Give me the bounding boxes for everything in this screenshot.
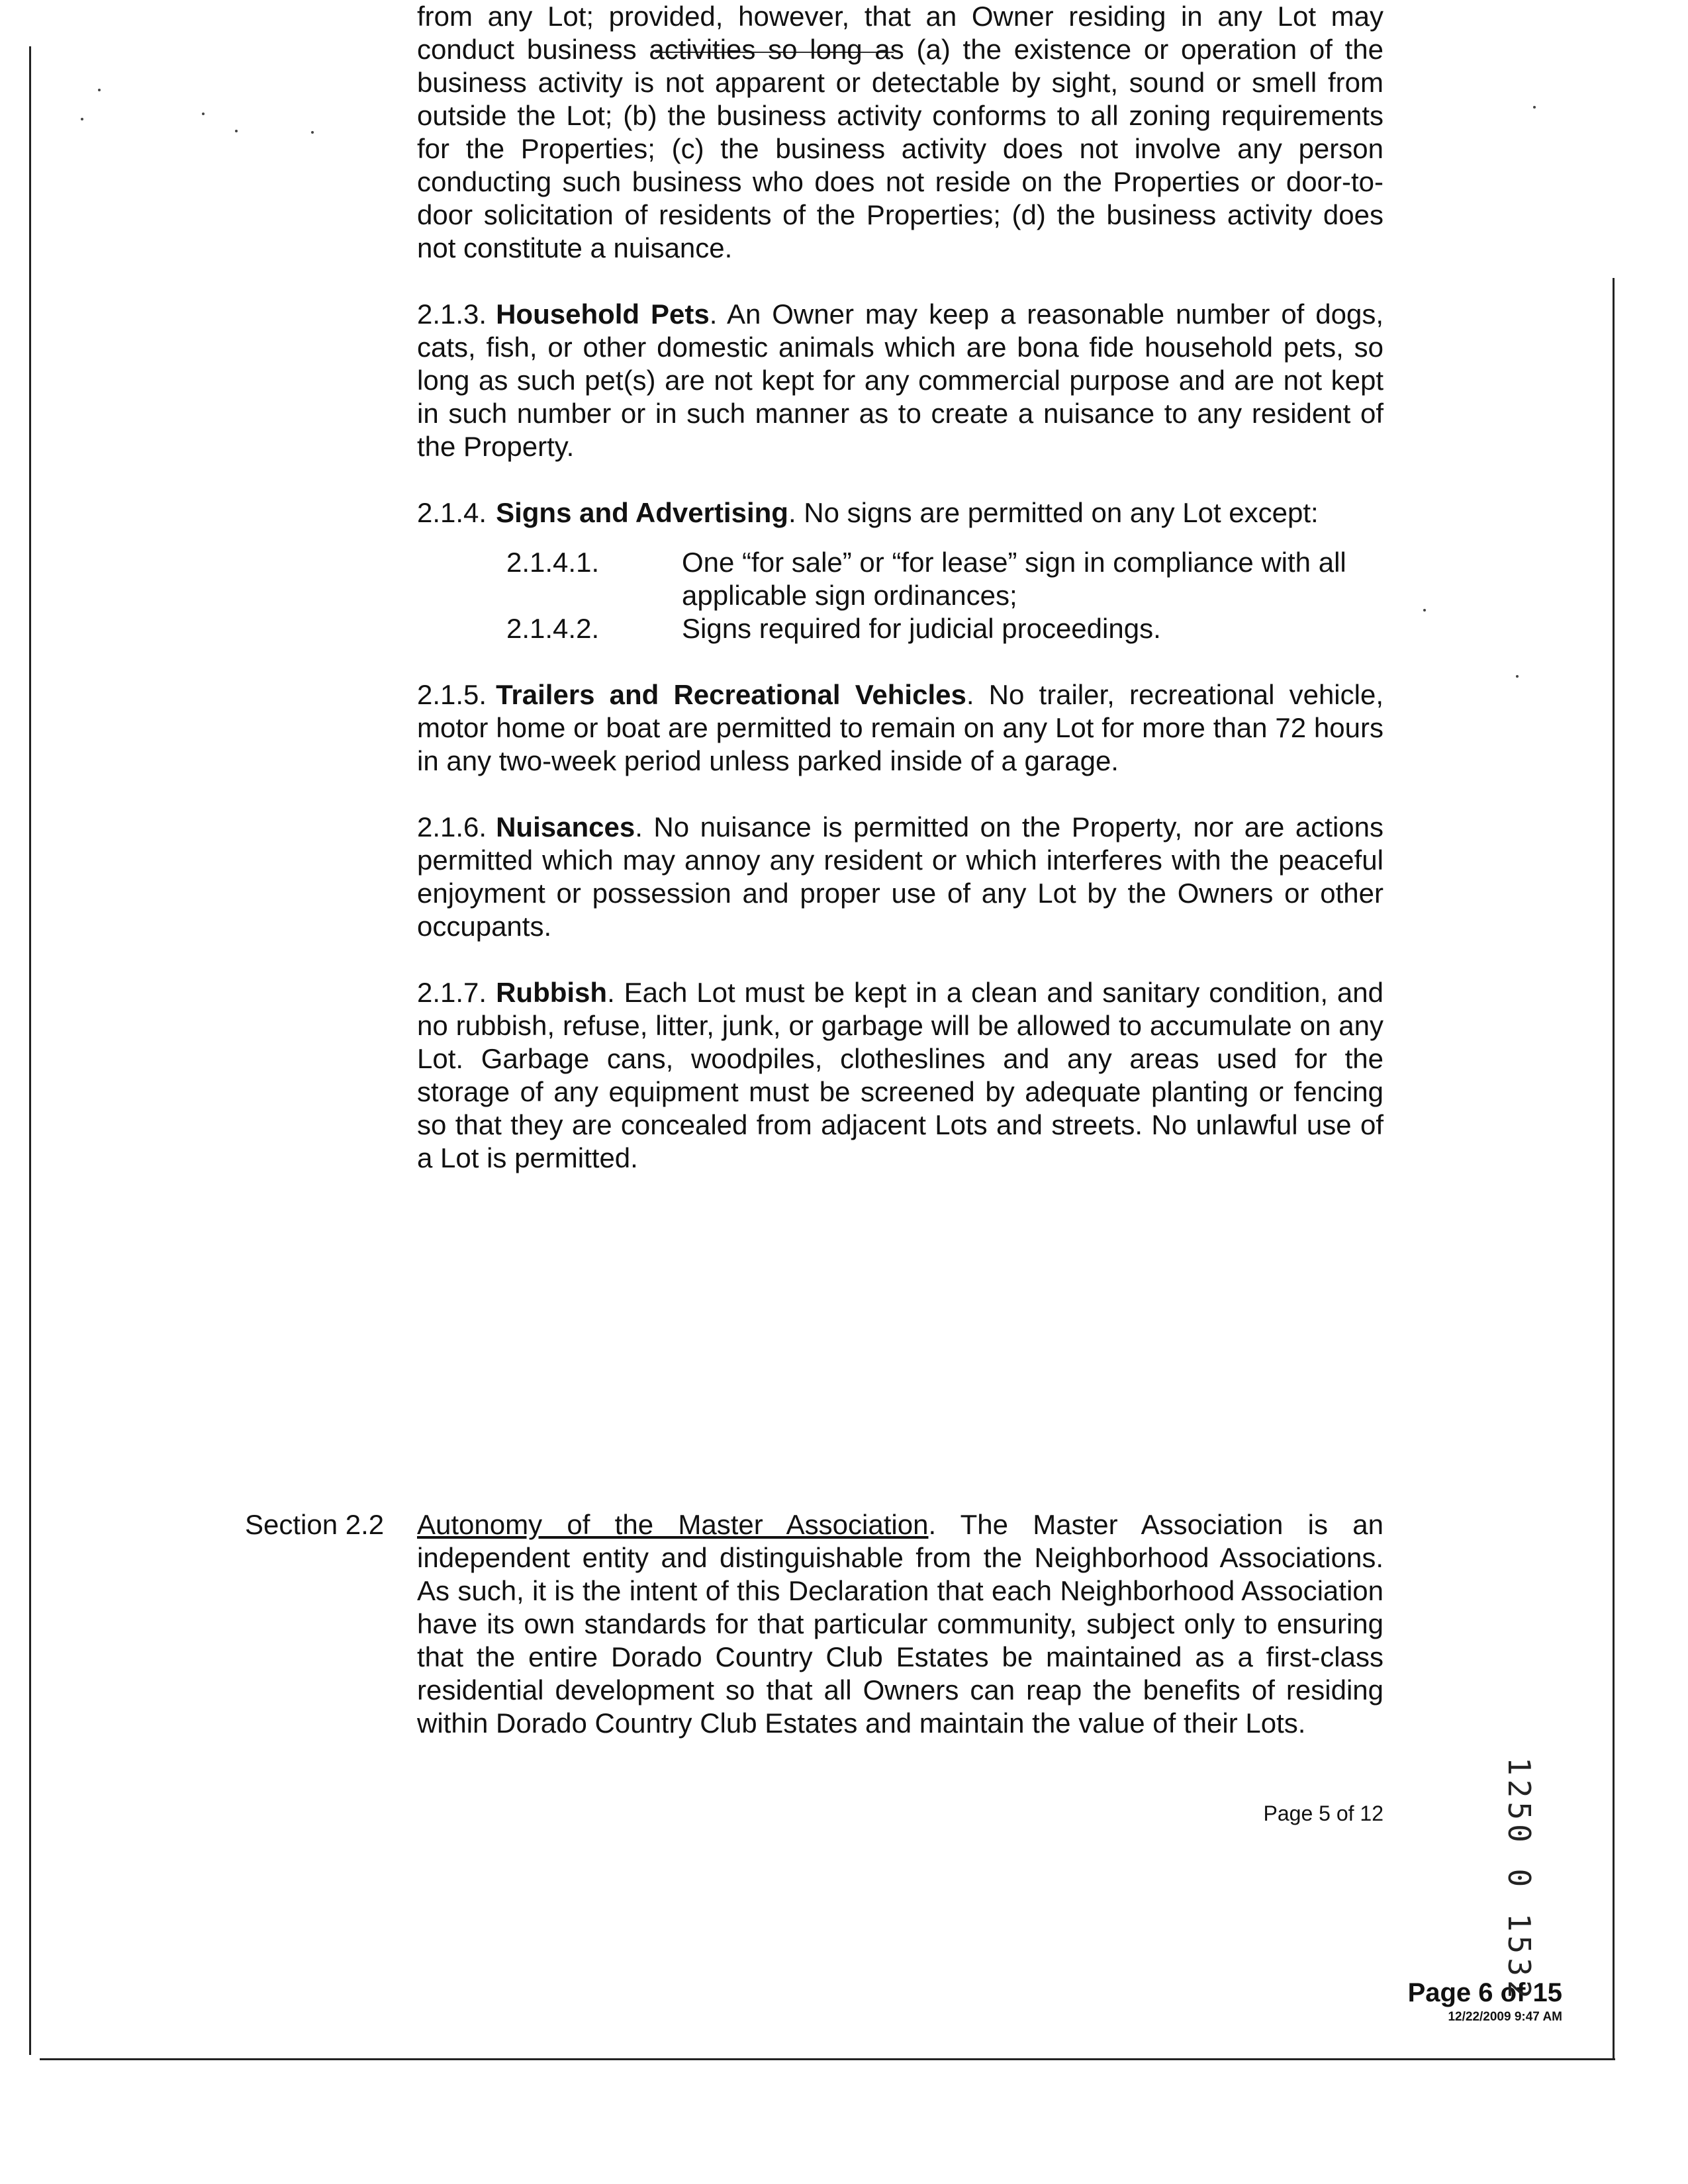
scan-speck <box>1423 609 1426 612</box>
section-paragraph <box>417 1508 1383 1740</box>
scan-speck <box>98 89 101 91</box>
list-item <box>417 612 1383 645</box>
nuisances-text: . No nuisance is permitted on the Property, nor are actions permitted which may annoy any resident or which interferes with the peaceful enjoyment or possession and proper use of any Lot by the Owners or other occupants. <box>417 811 1383 942</box>
signs-heading: Signs and Advertising <box>496 497 788 528</box>
section-heading: Autonomy of the Master Association <box>417 1509 929 1540</box>
scan-speck <box>235 130 238 132</box>
rubbish-text: . Each Lot must be kept in a clean and sanitary condition, and no rubbish, refuse, litter, junk, or garbage will be allowed to accumulate on any Lot. Garbage cans, woodpiles, clotheslines and any areas used for the storage of any equipment must be screened by adequate planting or fencing so that they are concealed from adjacent Lots and streets. No unlawful use of a Lot is permitted. <box>417 977 1383 1173</box>
body-text <box>417 0 1383 1208</box>
pets-paragraph <box>417 298 1383 463</box>
trailers-heading: Trailers and Recreational Vehicles <box>496 679 966 710</box>
scan-speck <box>1533 106 1536 109</box>
nuisances-number: 2.1.6. <box>417 811 487 842</box>
trailers-number: 2.1.5. <box>417 679 487 710</box>
pets-heading: Household Pets <box>496 298 710 330</box>
list-item <box>417 546 1383 612</box>
trailers-text: . No trailer, recreational vehicle, motor home or boat are permitted to remain on any Lot for more than 72 hours in any two-week period unless parked inside of a garage. <box>417 679 1383 776</box>
nuisances-paragraph <box>417 811 1383 943</box>
page-footer: Page 5 of 12 <box>1263 1801 1383 1825</box>
section-label: Section 2.2 <box>245 1509 385 1540</box>
nuisances-heading: Nuisances <box>496 811 635 842</box>
trailers-paragraph <box>417 678 1383 778</box>
list-item-number: 2.1.4.2. <box>506 613 600 644</box>
signs-paragraph <box>417 496 1383 529</box>
list-item-text: Signs required for judicial proceedings. <box>682 613 1161 644</box>
rubbish-number: 2.1.7. <box>417 977 487 1008</box>
stamp-page-number: Page 6 of 15 <box>1407 1978 1562 2007</box>
rubbish-paragraph <box>417 976 1383 1175</box>
scan-speck <box>202 113 205 115</box>
left-scan-border <box>29 46 31 2055</box>
right-scan-border <box>1613 278 1615 2060</box>
section-text: . The Master Association is an independent entity and distinguishable from the Neighborhood Associations. As such, it is the intent of this Declaration that each Neighborhood Association have its own standards for that particular community, subject only to ensuring that the entire Dorado Country Club Estates be maintained as a first-class residential development so that all Owners can reap the benefits of residing within Dorado Country Club Estates and maintain the value of their Lots. <box>417 1509 1383 1739</box>
pets-number: 2.1.3. <box>417 298 487 330</box>
scan-speck <box>1516 675 1519 678</box>
scan-speck <box>311 131 314 134</box>
margin-document-number: 1250 0 1532 <box>1501 1757 1537 2003</box>
list-item-number: 2.1.4.1. <box>506 547 600 578</box>
signs-number: 2.1.4. <box>417 497 487 528</box>
bottom-scan-border <box>40 2058 1615 2060</box>
list-item-text: One “for sale” or “for lease” sign in compliance with all applicable sign ordinances; <box>682 547 1346 611</box>
signs-text: . No signs are permitted on any Lot except: <box>788 497 1319 528</box>
stamp-datetime: 12/22/2009 9:47 AM <box>1448 2010 1562 2024</box>
signs-exceptions-list <box>417 546 1383 645</box>
continuation-paragraph: from any Lot; provided, however, that an Owner residing in any Lot may conduct business activities so long as (a) the existence or operation of the business activity is not apparent or detectable by sight, sound or smell from outside the Lot; (b) the business activity conforms to all zoning requirements for the Properties; (c) the business activity does not involve any person conducting such business who does not reside on the Properties or door-to-door solicitation of residents of the Properties; (d) the business activity does not constitute a nuisance. <box>417 1 1383 263</box>
scan-speck <box>81 118 83 120</box>
pets-text: . An Owner may keep a reasonable number of dogs, cats, fish, or other domestic animals which are bona fide household pets, so long as such pet(s) are not kept for any commercial purpose and are not kept in such number or in such manner as to create a nuisance to any resident of the Property. <box>417 298 1383 462</box>
rubbish-heading: Rubbish <box>496 977 608 1008</box>
